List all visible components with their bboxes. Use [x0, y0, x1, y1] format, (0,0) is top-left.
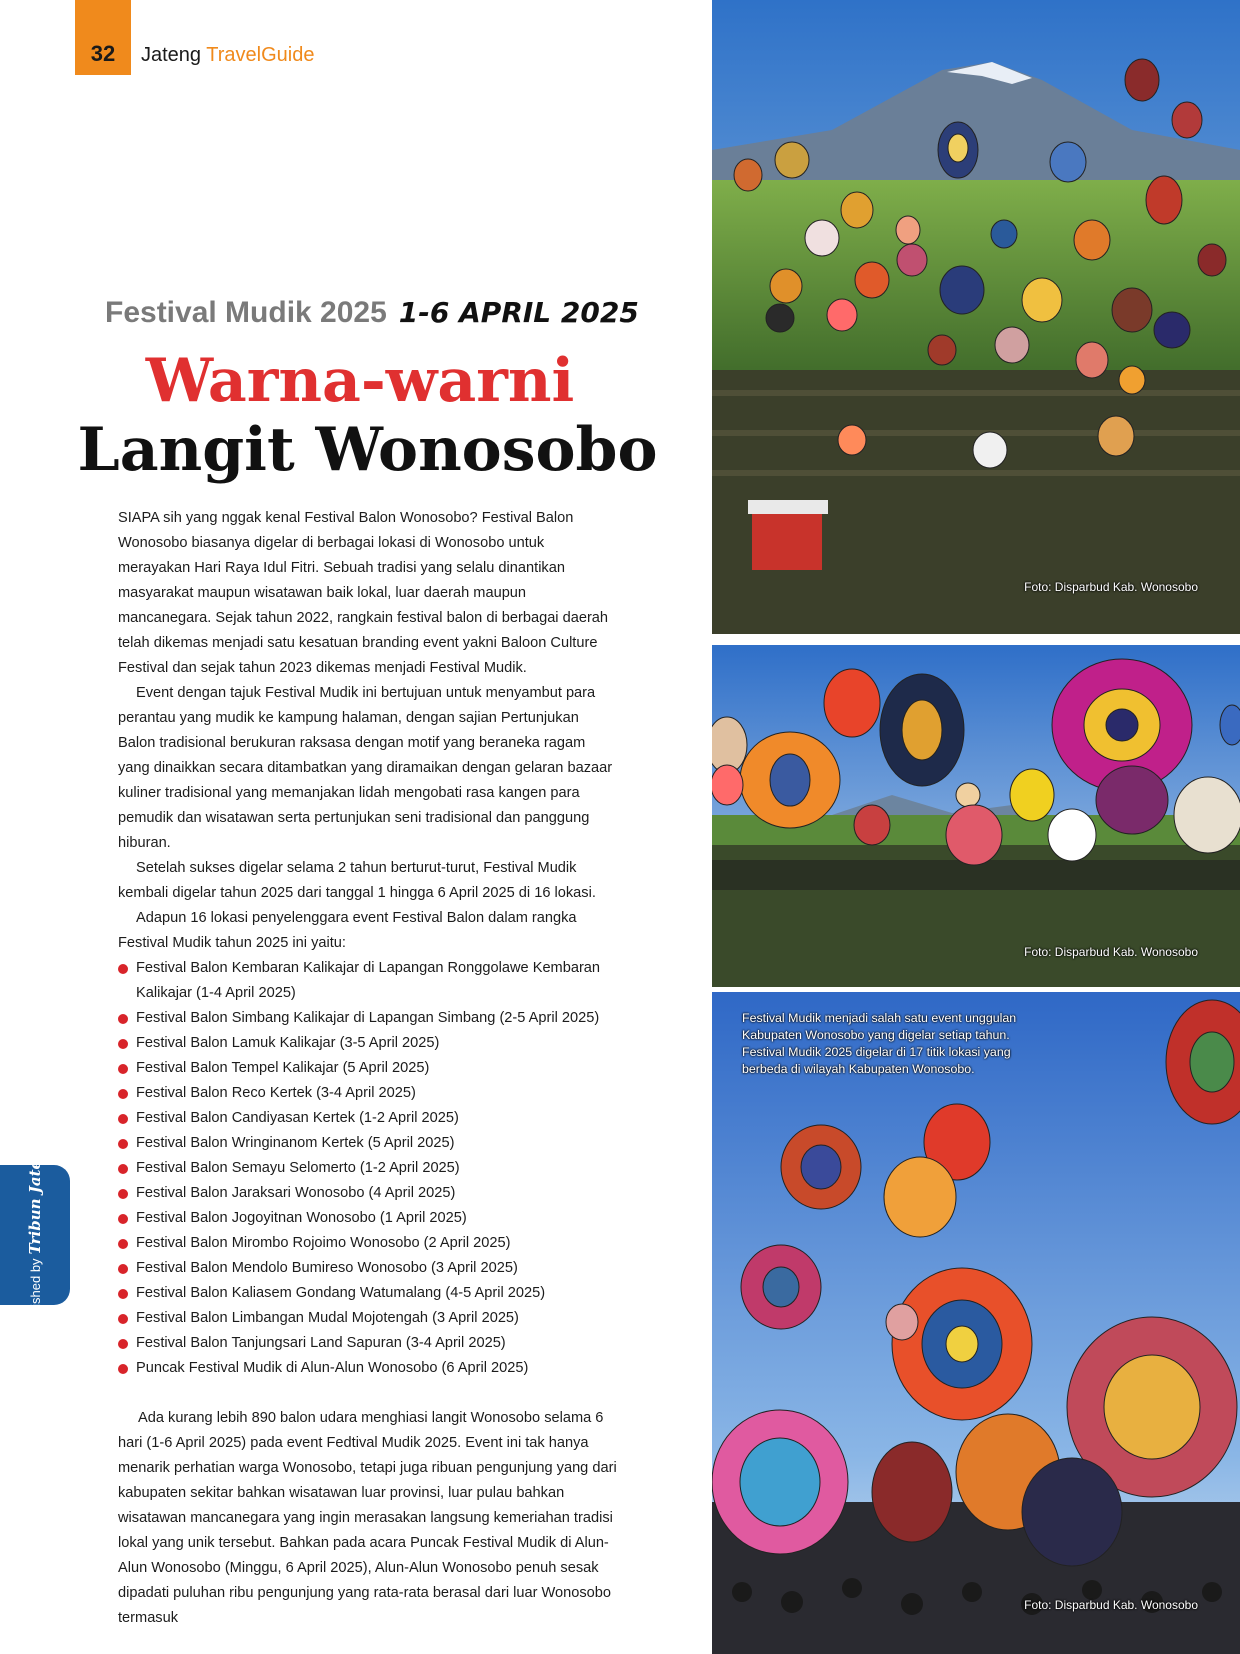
photo-caption: Festival Mudik menjadi salah satu event unggulan Kabupaten Wonosobo yang digelar setiap tahun. Festival Mudik 2025 digelar di 17 titik lokasi yang berbeda di wilayah Kabupaten Wonosobo.	[742, 1011, 1017, 1076]
publisher-text: published byTribun Jateng	[26, 1138, 44, 1332]
bullet-icon	[118, 1189, 128, 1199]
photo-credit: Foto: Disparbud Kab. Wonosobo	[1024, 1598, 1198, 1612]
kicker-text: Festival Mudik 2025	[105, 296, 387, 329]
headline-line-1: Warna-warni	[145, 346, 575, 416]
list-item: Festival Balon Candiyasan Kertek (1-2 April 2025)	[118, 1106, 620, 1131]
location-list	[118, 956, 620, 1381]
event-date: 1-6 APRIL 2025	[398, 296, 639, 329]
bullet-icon	[118, 1314, 128, 1324]
list-item: Festival Balon Tanjungsari Land Sapuran (3-4 April 2025)	[118, 1331, 620, 1356]
magazine-section: TravelGuide	[206, 44, 315, 66]
bullet-icon	[118, 1289, 128, 1299]
article-body	[118, 506, 620, 1631]
bullet-icon	[118, 1339, 128, 1349]
list-item: Festival Balon Wringinanom Kertek (5 April 2025)	[118, 1131, 620, 1156]
bullet-icon	[118, 1264, 128, 1274]
photo-balloons-field	[712, 645, 1240, 987]
list-item: Festival Balon Reco Kertek (3-4 April 2025)	[118, 1081, 620, 1106]
bullet-icon	[118, 1164, 128, 1174]
list-item: Puncak Festival Mudik di Alun-Alun Wonosobo (6 April 2025)	[118, 1356, 620, 1381]
paragraph: Setelah sukses digelar selama 2 tahun berturut-turut, Festival Mudik kembali digelar tahun 2025 dari tanggal 1 hingga 6 April 2025 di 16 lokasi.	[118, 860, 596, 901]
bullet-icon	[118, 1064, 128, 1074]
aerial-photo-illustration	[712, 0, 1240, 634]
list-item: Festival Balon Semayu Selomerto (1-2 April 2025)	[118, 1156, 620, 1181]
photo-balloons-closeup	[712, 992, 1240, 1654]
article-kicker	[105, 296, 639, 330]
publisher-tab	[0, 1138, 70, 1332]
paragraph: SIAPA sih yang nggak kenal Festival Balon Wonosobo? Festival Balon Wonosobo biasanya digelar di berbagai lokasi di Wonosobo untuk merayakan Hari Raya Idul Fitri. Sebuah tradisi yang selalu dinantikan masyarakat maupun wisatawan baik lokal, luar daerah maupun mancanegara. Sejak tahun 2022, rangkain festival balon di berbagai daerah telah dikemas menjadi satu kesatuan branding event yakni Baloon Culture Festival dan sejak tahun 2023 dikemas menjadi Festival Mudik.	[118, 510, 609, 676]
list-item: Festival Balon Tempel Kalikajar (5 April 2025)	[118, 1056, 620, 1081]
list-item: Festival Balon Lamuk Kalikajar (3-5 April 2025)	[118, 1031, 620, 1056]
list-item: Festival Balon Jaraksari Wonosobo (4 April 2025)	[118, 1181, 620, 1206]
paragraph: Adapun 16 lokasi penyelenggara event Festival Balon dalam rangka Festival Mudik tahun 2025 ini yaitu:	[118, 910, 577, 951]
bullet-icon	[118, 1214, 128, 1224]
list-item: Festival Balon Mendolo Bumireso Wonosobo (3 April 2025)	[118, 1256, 620, 1281]
headline-line-2: Langit Wonosobo	[77, 415, 658, 485]
list-item: Festival Balon Jogoyitnan Wonosobo (1 April 2025)	[118, 1206, 620, 1231]
paragraph: Event dengan tajuk Festival Mudik ini bertujuan untuk menyambut para perantau yang mudik ke kampung halaman, dengan sajian Pertunjukan Balon tradisional berukuran raksasa dengan motif yang beraneka ragam yang dinaikkan secara ditambatkan yang diramaikan dengan gelaran bazaar kuliner tradisional yang memanjakan lidah mengobati rasa kangen para pemudik dan wisatawan serta pertunjukan seni tradisional dan panggung hiburan.	[118, 685, 613, 851]
page-number: 32	[75, 0, 131, 75]
bullet-icon	[118, 1014, 128, 1024]
photo-aerial-festival	[712, 0, 1240, 634]
photo-credit: Foto: Disparbud Kab. Wonosobo	[1024, 945, 1198, 959]
list-item: Festival Balon Kembaran Kalikajar di Lapangan Ronggolawe Kembaran Kalikajar (1-4 April 2025)	[118, 956, 620, 1006]
bullet-icon	[118, 1039, 128, 1049]
bullet-icon	[118, 964, 128, 974]
bullet-icon	[118, 1089, 128, 1099]
publisher-logo: Tribun Jateng	[26, 1138, 44, 1255]
bullet-icon	[118, 1114, 128, 1124]
closing-paragraph: Ada kurang lebih 890 balon udara menghiasi langit Wonosobo selama 6 hari (1-6 April 2025) pada event Fedtival Mudik 2025. Event ini tak hanya menarik perhatian warga Wonosobo, tetapi juga ribuan pengunjung yang dari kabupaten sekitar bahkan wisatawan luar provinsi, luar pulau bahkan wisatawan mancanegara yang ingin merasakan langsung kemeriahan tradisi lokal yang unik tersebut. Bahkan pada acara Puncak Festival Mudik di Alun-Alun Wonosobo (Minggu, 6 April 2025), Alun-Alun Wonosobo penuh sesak dipadati puluhan ribu pengunjung yang rata-rata berasal dari luar Wonosobo termasuk	[118, 1410, 617, 1626]
field-photo-illustration	[712, 645, 1240, 987]
list-item: Festival Balon Limbangan Mudal Mojotengah (3 April 2025)	[118, 1306, 620, 1331]
running-header	[141, 44, 314, 67]
bullet-icon	[118, 1139, 128, 1149]
bullet-icon	[118, 1364, 128, 1374]
list-item: Festival Balon Kaliasem Gondang Watumalang (4-5 April 2025)	[118, 1281, 620, 1306]
closeup-photo-illustration	[712, 992, 1240, 1654]
list-item: Festival Balon Simbang Kalikajar di Lapangan Simbang (2-5 April 2025)	[118, 1006, 620, 1031]
magazine-name: Jateng	[141, 44, 207, 66]
bullet-icon	[118, 1239, 128, 1249]
photo-credit: Foto: Disparbud Kab. Wonosobo	[1024, 580, 1198, 594]
list-item: Festival Balon Mirombo Rojoimo Wonosobo (2 April 2025)	[118, 1231, 620, 1256]
